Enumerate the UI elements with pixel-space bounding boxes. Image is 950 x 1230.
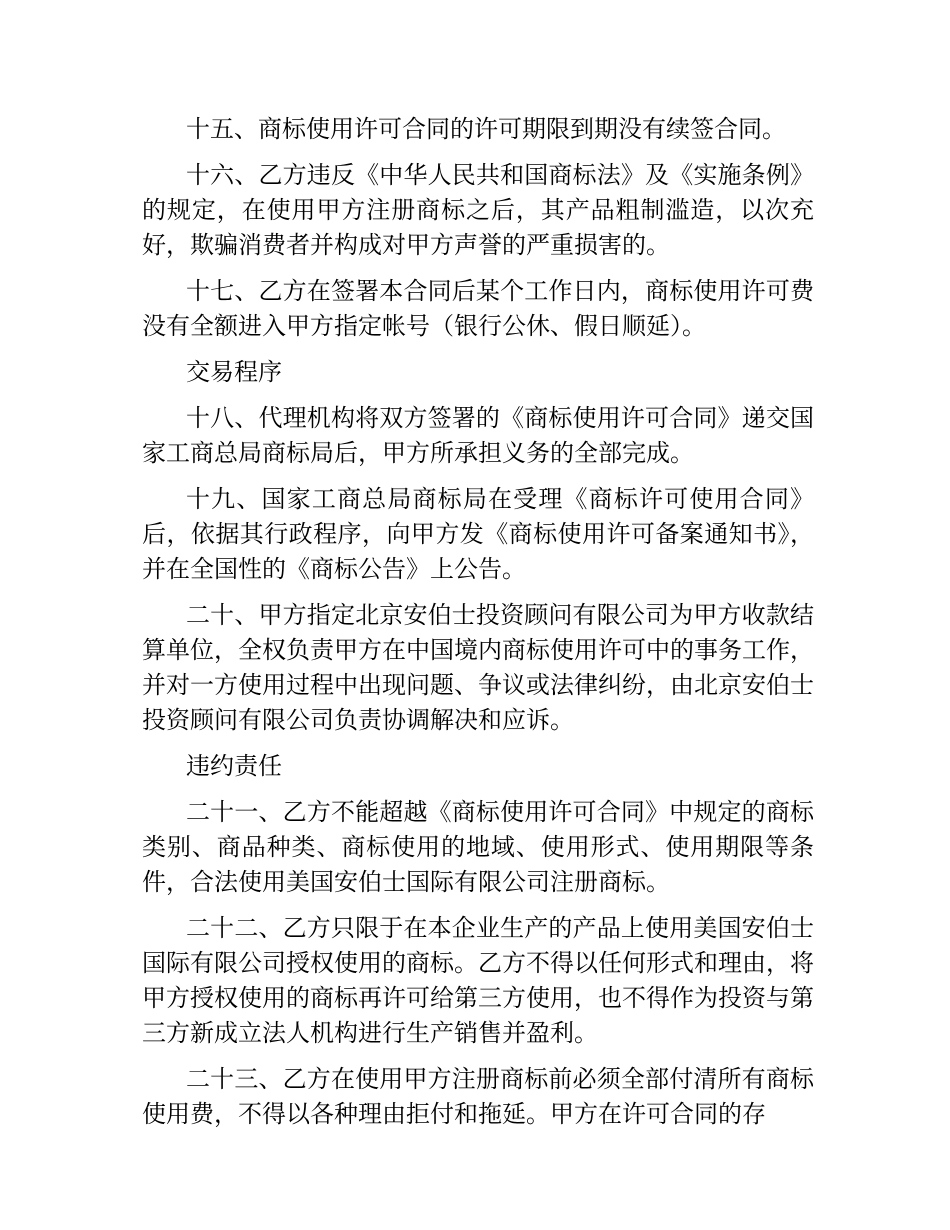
section-heading-breach-liability: 违约责任 <box>186 752 282 780</box>
clause-15: 十五、商标使用许可合同的许可期限到期没有续签合同。 <box>186 115 786 143</box>
clause-17: 十七、乙方在签署本合同后某个工作日内，商标使用许可费没有全额进入甲方指定帐号（银行公休、假日顺延）。 <box>142 277 814 340</box>
clause-18: 十八、代理机构将双方签署的《商标使用许可合同》递交国家工商总局商标局后，甲方所承担义务的全部完成。 <box>142 404 814 467</box>
clause-16: 十六、乙方违反《中华人民共和国商标法》及《实施条例》的规定，在使用甲方注册商标之后，其产品粗制滥造，以次充好，欺骗消费者并构成对甲方声誉的严重损害的。 <box>142 161 814 259</box>
clause-19: 十九、国家工商总局商标局在受理《商标许可使用合同》后，依据其行政程序，向甲方发《商标使用许可备案通知书》，并在全国性的《商标公告》上公告。 <box>142 485 814 583</box>
section-heading-transaction-procedure: 交易程序 <box>186 358 282 386</box>
clause-22: 二十二、乙方只限于在本企业生产的产品上使用美国安伯士国际有限公司授权使用的商标。乙方不得以任何形式和理由，将甲方授权使用的商标再许可给第三方使用，也不得作为投资与第三方新成立法人机构进行生产销售并盈利。 <box>142 914 814 1047</box>
clause-20: 二十、甲方指定北京安伯士投资顾问有限公司为甲方收款结算单位，全权负责甲方在中国境内商标使用许可中的事务工作，并对一方使用过程中出现问题、争议或法律纠纷，由北京安伯士投资顾问有限公司负责协调解决和应诉。 <box>142 601 814 734</box>
document-body <box>142 112 814 1143</box>
clause-21: 二十一、乙方不能超越《商标使用许可合同》中规定的商标类别、商品种类、商标使用的地域、使用形式、使用期限等条件，合法使用美国安伯士国际有限公司注册商标。 <box>142 798 814 896</box>
clause-23: 二十三、乙方在使用甲方注册商标前必须全部付清所有商标使用费，不得以各种理由拒付和拖延。甲方在许可合同的存 <box>142 1065 814 1128</box>
